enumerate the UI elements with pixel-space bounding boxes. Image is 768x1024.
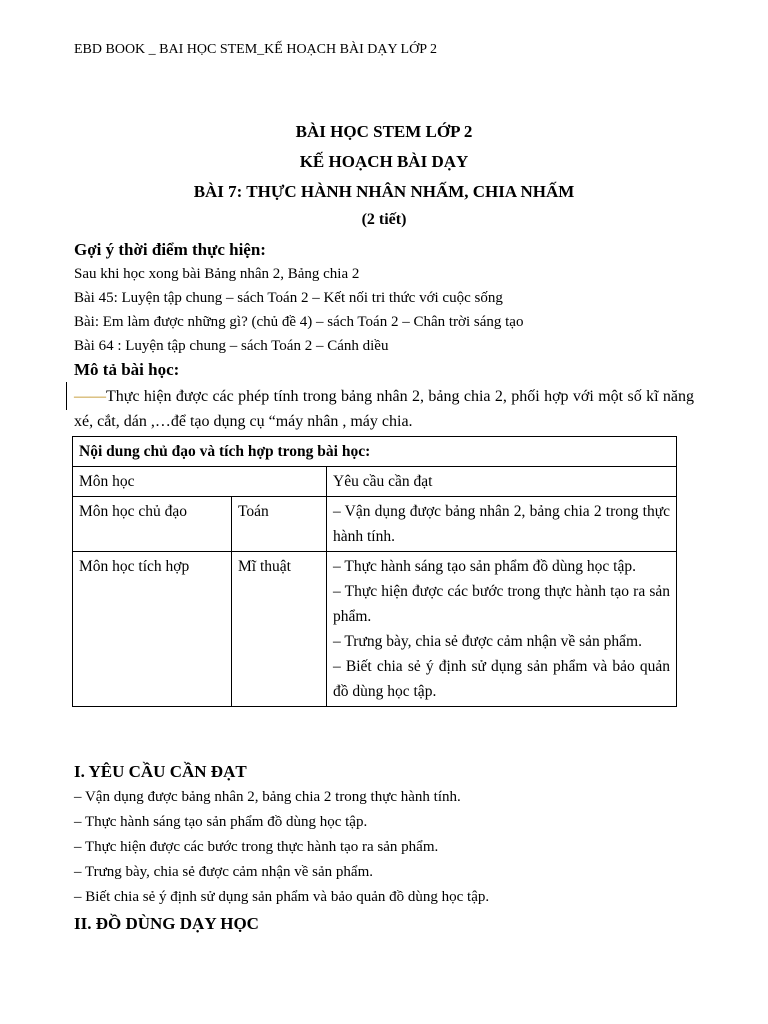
header-requirement: Yêu cầu cần đạt bbox=[327, 467, 677, 497]
row-subject: Mĩ thuật bbox=[232, 552, 327, 707]
description-dash: —— bbox=[74, 388, 106, 405]
table-row bbox=[73, 552, 677, 707]
title-lesson-plan: KẾ HOẠCH BÀI DẠY bbox=[299, 152, 469, 171]
row-type: Môn học tích hợp bbox=[73, 552, 232, 707]
table-header-row bbox=[73, 467, 677, 497]
timing-line: Bài 64 : Luyện tập chung – sách Toán 2 – Cánh diều bbox=[74, 338, 389, 354]
description-heading: Mô tả bài học: bbox=[74, 360, 180, 379]
title-lesson-name: BÀI 7: THỰC HÀNH NHÂN NHẤM, CHIA NHẤM bbox=[193, 182, 575, 201]
section1-item: – Trưng bày, chia sẻ được cảm nhận về sản phẩm. bbox=[74, 864, 373, 880]
row-subject: Toán bbox=[232, 497, 327, 552]
page-header: EBD BOOK _ BAI HỌC STEM_KẾ HOẠCH BÀI DẠY LỚP 2 bbox=[74, 42, 437, 57]
row-requirements bbox=[327, 552, 677, 707]
row-type: Môn học chủ đạo bbox=[73, 497, 232, 552]
section2-heading: II. ĐỒ DÙNG DẠY HỌC bbox=[74, 914, 259, 933]
header-subject: Môn học bbox=[73, 467, 327, 497]
title-periods: (2 tiết) bbox=[361, 211, 407, 228]
timing-line: Sau khi học xong bài Bảng nhân 2, Bảng chia 2 bbox=[74, 266, 360, 282]
requirement-item: – Trưng bày, chia sẻ được cảm nhận về sản phẩm. bbox=[333, 633, 642, 650]
requirement-item: – Thực hiện được các bước trong thực hành tạo ra sản phẩm. bbox=[333, 583, 670, 625]
description-text: Thực hiện được các phép tính trong bảng nhân 2, bảng chia 2, phối hợp với một số kĩ năng xé, cắt, dán ,…để tạo dụng cụ “máy nhân , máy chia. bbox=[74, 388, 694, 430]
row-requirement: – Vận dụng được bảng nhân 2, bảng chia 2 trong thực hành tính. bbox=[327, 497, 677, 552]
description-paragraph bbox=[74, 384, 694, 434]
timing-heading: Gợi ý thời điểm thực hiện: bbox=[74, 240, 266, 259]
section1-heading: I. YÊU CẦU CẦN ĐẠT bbox=[74, 762, 247, 781]
section1-item: – Vận dụng được bảng nhân 2, bảng chia 2 trong thực hành tính. bbox=[74, 789, 461, 805]
timing-line: Bài 45: Luyện tập chung – sách Toán 2 – Kết nối tri thức với cuộc sống bbox=[74, 290, 503, 306]
section1-item: – Thực hành sáng tạo sản phẩm đồ dùng học tập. bbox=[74, 814, 368, 830]
requirement-item: – Biết chia sẻ ý định sử dụng sản phẩm và bảo quản đồ dùng học tập. bbox=[333, 658, 670, 700]
table-row bbox=[73, 497, 677, 552]
text-cursor bbox=[66, 382, 67, 410]
content-table bbox=[72, 436, 677, 707]
timing-line: Bài: Em làm được những gì? (chủ đề 4) – sách Toán 2 – Chân trời sáng tạo bbox=[74, 314, 524, 330]
section1-item: – Thực hiện được các bước trong thực hành tạo ra sản phẩm. bbox=[74, 839, 439, 855]
title-stem-lesson: BÀI HỌC STEM LỚP 2 bbox=[295, 122, 473, 141]
requirement-item: – Thực hành sáng tạo sản phẩm đồ dùng học tập. bbox=[333, 558, 636, 575]
section1-item: – Biết chia sẻ ý định sử dụng sản phẩm và bảo quản đồ dùng học tập. bbox=[74, 889, 490, 905]
table-caption: Nội dung chủ đạo và tích hợp trong bài học: bbox=[73, 437, 677, 467]
